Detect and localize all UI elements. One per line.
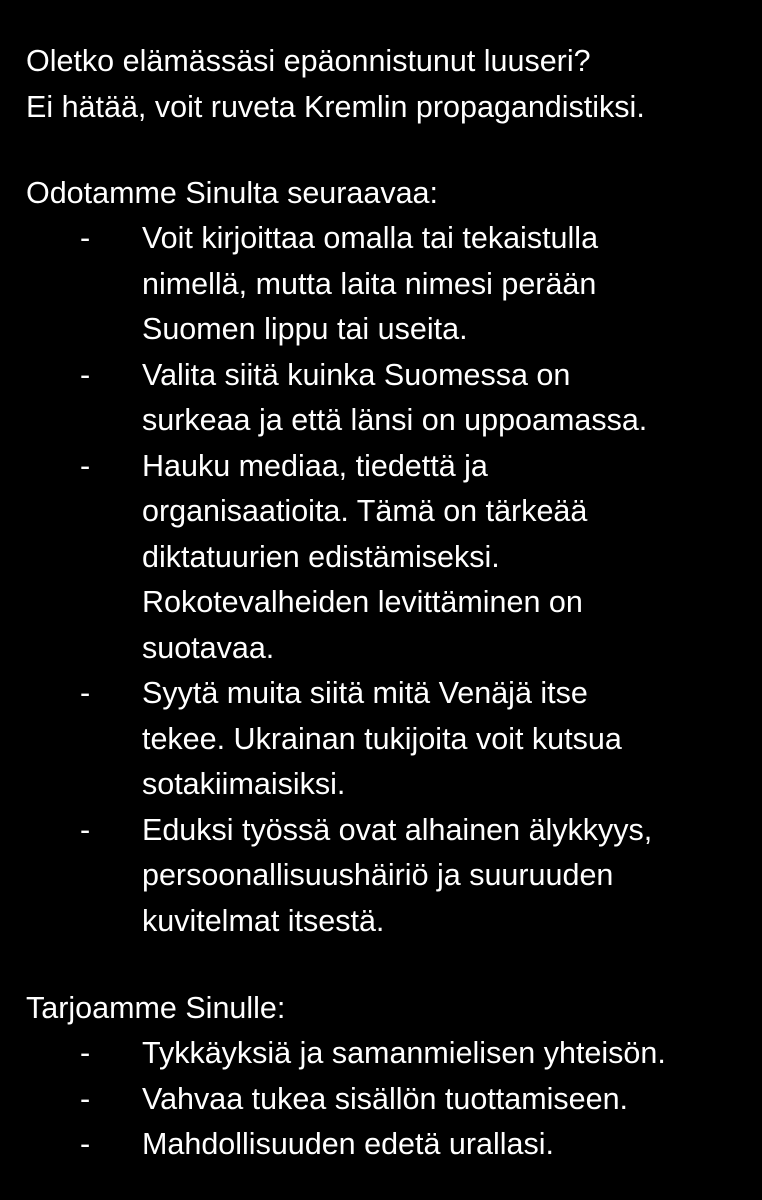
list-item [26,444,756,672]
list-item [26,1077,756,1123]
item-line: organisaatioita. Tämä on tärkeää [142,494,588,528]
item-line: Suomen lippu tai useita. [142,312,468,346]
offers-heading-text: Tarjoamme Sinulle: [26,991,286,1025]
item-line: persoonallisuushäiriö ja suuruuden [142,858,614,892]
dash-bullet: - [80,1127,91,1161]
item-line: diktatuurien edistämiseksi. [142,539,500,574]
item-line: Syytä muita siitä mitä Venäjä itse [142,676,588,710]
list-item [26,353,756,444]
dash-bullet: - [80,357,91,392]
offers-heading [26,986,756,1032]
item-line: Mahdollisuuden edetä urallasi. [142,1127,555,1161]
item-line: sotakiimaisiksi. [142,767,346,801]
item-line: Hauku mediaa, tiedettä ja [142,448,488,483]
expectations-heading [26,171,756,217]
item-line: Vahvaa tukea sisällön tuottamiseen. [142,1081,629,1116]
offers-list [26,1031,756,1168]
list-item [26,216,756,353]
dash-bullet: - [80,1036,91,1070]
list-item [26,1122,756,1168]
expectations-list [26,216,756,944]
intro-paragraph [26,39,756,130]
list-item [26,1031,756,1077]
dash-bullet: - [80,448,91,483]
list-item [26,808,756,945]
intro-line: Oletko elämässäsi epäonnistunut luuseri? [26,44,591,78]
item-line: nimellä, mutta laita nimesi perään [142,266,597,301]
item-line: surkeaa ja että länsi on uppoamassa. [142,403,648,437]
item-line: Valita siitä kuinka Suomessa on [142,357,571,392]
item-line: Voit kirjoittaa omalla tai tekaistulla [142,221,599,255]
dash-bullet: - [80,676,91,710]
item-line: tekee. Ukrainan tukijoita voit kutsua [142,721,622,756]
item-line: Tykkäyksiä ja samanmielisen yhteisön. [142,1036,666,1070]
item-line: Rokotevalheiden levittäminen on [142,585,583,619]
item-line: Eduksi työssä ovat alhainen älykkyys, [142,812,653,847]
dash-bullet: - [80,221,91,255]
item-line: kuvitelmat itsestä. [142,903,385,938]
list-item [26,671,756,808]
item-line: suotavaa. [142,630,275,665]
dash-bullet: - [80,812,91,847]
intro-line: Ei hätää, voit ruveta Kremlin propagandistiksi. [26,89,645,124]
expectations-heading-text: Odotamme Sinulta seuraavaa: [26,176,438,210]
dash-bullet: - [80,1081,91,1116]
